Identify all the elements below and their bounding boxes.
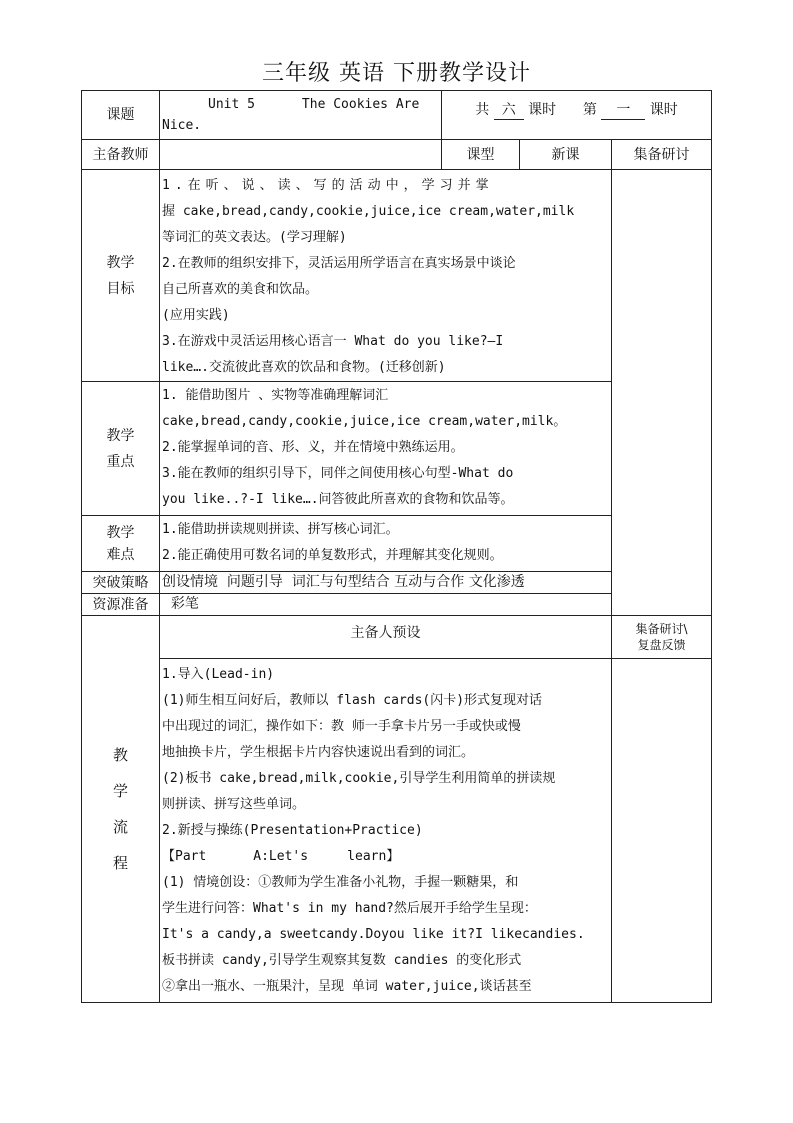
- topic-label: 课题: [82, 91, 160, 140]
- preset-header: 主备人预设: [160, 616, 612, 659]
- goals-label-line-2: 目标: [106, 280, 135, 297]
- strategy-label: 突破策略: [82, 572, 160, 594]
- goals-line: like….交流彼此喜欢的饮品和食物。(迁移创新): [162, 360, 446, 375]
- feedback-header-line-2: 复盘反馈: [637, 638, 686, 652]
- key-point-line: cake,bread,candy,cookie,juice,ice cream,water,milk。: [162, 414, 567, 429]
- process-line: 【Part A:Let's learn】: [162, 849, 400, 864]
- difficulties-label-line-1: 教学: [106, 524, 135, 541]
- process-content: [160, 659, 612, 1003]
- process-line: 板书拼读 candy,引导学生观察其复数 candies 的变化形式: [162, 953, 522, 968]
- feedback-header-line-1: 集备研讨\: [635, 622, 688, 636]
- topic-line-2: Nice.: [162, 118, 202, 133]
- difficulty-line: 2.能正确使用可数名词的单复数形式，并理解其变化规则。: [162, 548, 503, 563]
- topic-row: [82, 91, 712, 140]
- difficulty-line: 1.能借助拼读规则拼读、拼写核心词汇。: [162, 522, 399, 537]
- goals-line: 2.在教师的组织安排下，灵活运用所学语言在真实场景中谈论: [162, 256, 516, 271]
- feedback-content: [612, 659, 712, 1003]
- lesson-plan-table: [81, 90, 712, 1003]
- process-label-char: 学: [112, 782, 128, 800]
- process-label-char: 程: [112, 854, 128, 872]
- process-line: (1) 情境创设：①教师为学生准备小礼物，手握一颗糖果，和: [162, 875, 519, 890]
- key-points-label-line-1: 教学: [106, 427, 135, 444]
- process-line: 1.导入(Lead-in): [162, 667, 275, 682]
- topic-value: [160, 91, 442, 140]
- goals-label-line-1: 教学: [106, 254, 135, 271]
- process-header-row: [82, 616, 712, 659]
- goals-line: 自己所喜欢的美食和饮品。: [162, 282, 319, 297]
- difficulties-content: [160, 516, 612, 572]
- resources-label: 资源准备: [82, 594, 160, 616]
- process-line: It's a candy,a sweetcandy.Doyou like it?I likecandies.: [162, 927, 585, 942]
- teacher-value: [160, 140, 442, 170]
- key-points-content: [160, 382, 612, 516]
- process-line: 地抽换卡片，学生根据卡片内容快速说出看到的词汇。: [162, 745, 475, 760]
- goals-line: 等词汇的英文表达。(学习理解): [162, 230, 347, 245]
- difficulties-label-line-2: 难点: [106, 546, 135, 563]
- process-content-row: [82, 659, 712, 1003]
- key-point-line: 2.能掌握单词的音、形、义，并在情境中熟练运用。: [162, 440, 464, 455]
- current-suffix: 课时: [649, 102, 678, 118]
- lesson-type-value: 新课: [520, 140, 612, 170]
- goals-line: 3.在游戏中灵活运用核心语言一 What do you like?—I: [162, 334, 504, 349]
- process-label: [82, 616, 160, 1003]
- lesson-type-label: 课型: [442, 140, 520, 170]
- document-title: 三年级 英语 下册教学设计: [262, 61, 531, 86]
- goals-line: (应用实践): [162, 308, 230, 323]
- process-line: ②拿出一瓶水、一瓶果汁，呈现 单词 water,juice,谈话甚至: [162, 979, 532, 994]
- key-points-label-line-2: 重点: [106, 453, 135, 470]
- process-line: 学生进行问答：What's in my hand?然后展开手给学生呈现：: [162, 901, 537, 916]
- difficulties-label: [82, 516, 160, 572]
- strategy-value: 创设情境 问题引导 词汇与句型结合 互动与合作 文化渗透: [160, 572, 612, 594]
- teacher-label: 主备教师: [82, 140, 160, 170]
- goals-line: 1.在听、说、读、写的活动中，学习并掌: [162, 178, 494, 193]
- total-lessons-value: 六: [494, 101, 524, 120]
- total-suffix: 课时: [528, 102, 557, 118]
- current-prefix: 第: [582, 102, 597, 118]
- topic-line-1: Unit 5 The Cookies Are: [208, 97, 420, 112]
- goals-line: 握 cake,bread,candy,cookie,juice,ice cream,water,milk: [162, 204, 575, 219]
- resources-value: 彩笔: [160, 594, 612, 616]
- goals-label: [82, 170, 160, 382]
- teacher-row: [82, 140, 712, 170]
- research-label: 集备研讨: [612, 140, 712, 170]
- research-column: [612, 170, 712, 616]
- feedback-header: [612, 616, 712, 659]
- process-line: (1)师生相互问好后，教师以 flash cards(闪卡)形式复现对话: [162, 693, 543, 708]
- total-prefix: 共: [475, 102, 490, 118]
- current-lesson-value: 一: [601, 101, 645, 120]
- process-line: 中出现过的词汇，操作如下：教 师一手拿卡片另一手或快或慢: [162, 719, 521, 734]
- goals-row: [82, 170, 712, 382]
- process-label-char: 流: [112, 818, 128, 836]
- key-points-label: [82, 382, 160, 516]
- process-line: 2.新授与操练(Presentation+Practice): [162, 823, 423, 838]
- lesson-count: [442, 91, 712, 140]
- process-line: (2)板书 cake,bread,milk,cookie,引导学生利用简单的拼读规: [162, 771, 556, 786]
- key-point-line: you like..?-I like….问答彼此所喜欢的食物和饮品等。: [162, 492, 514, 507]
- goals-content: [160, 170, 612, 382]
- key-point-line: 3.能在教师的组织引导下，同伴之间使用核心句型-What do: [162, 466, 514, 481]
- process-line: 则拼读、拼写这些单词。: [162, 797, 306, 812]
- key-point-line: 1. 能借助图片 、实物等准确理解词汇: [162, 388, 389, 403]
- process-label-char: 教: [112, 746, 128, 764]
